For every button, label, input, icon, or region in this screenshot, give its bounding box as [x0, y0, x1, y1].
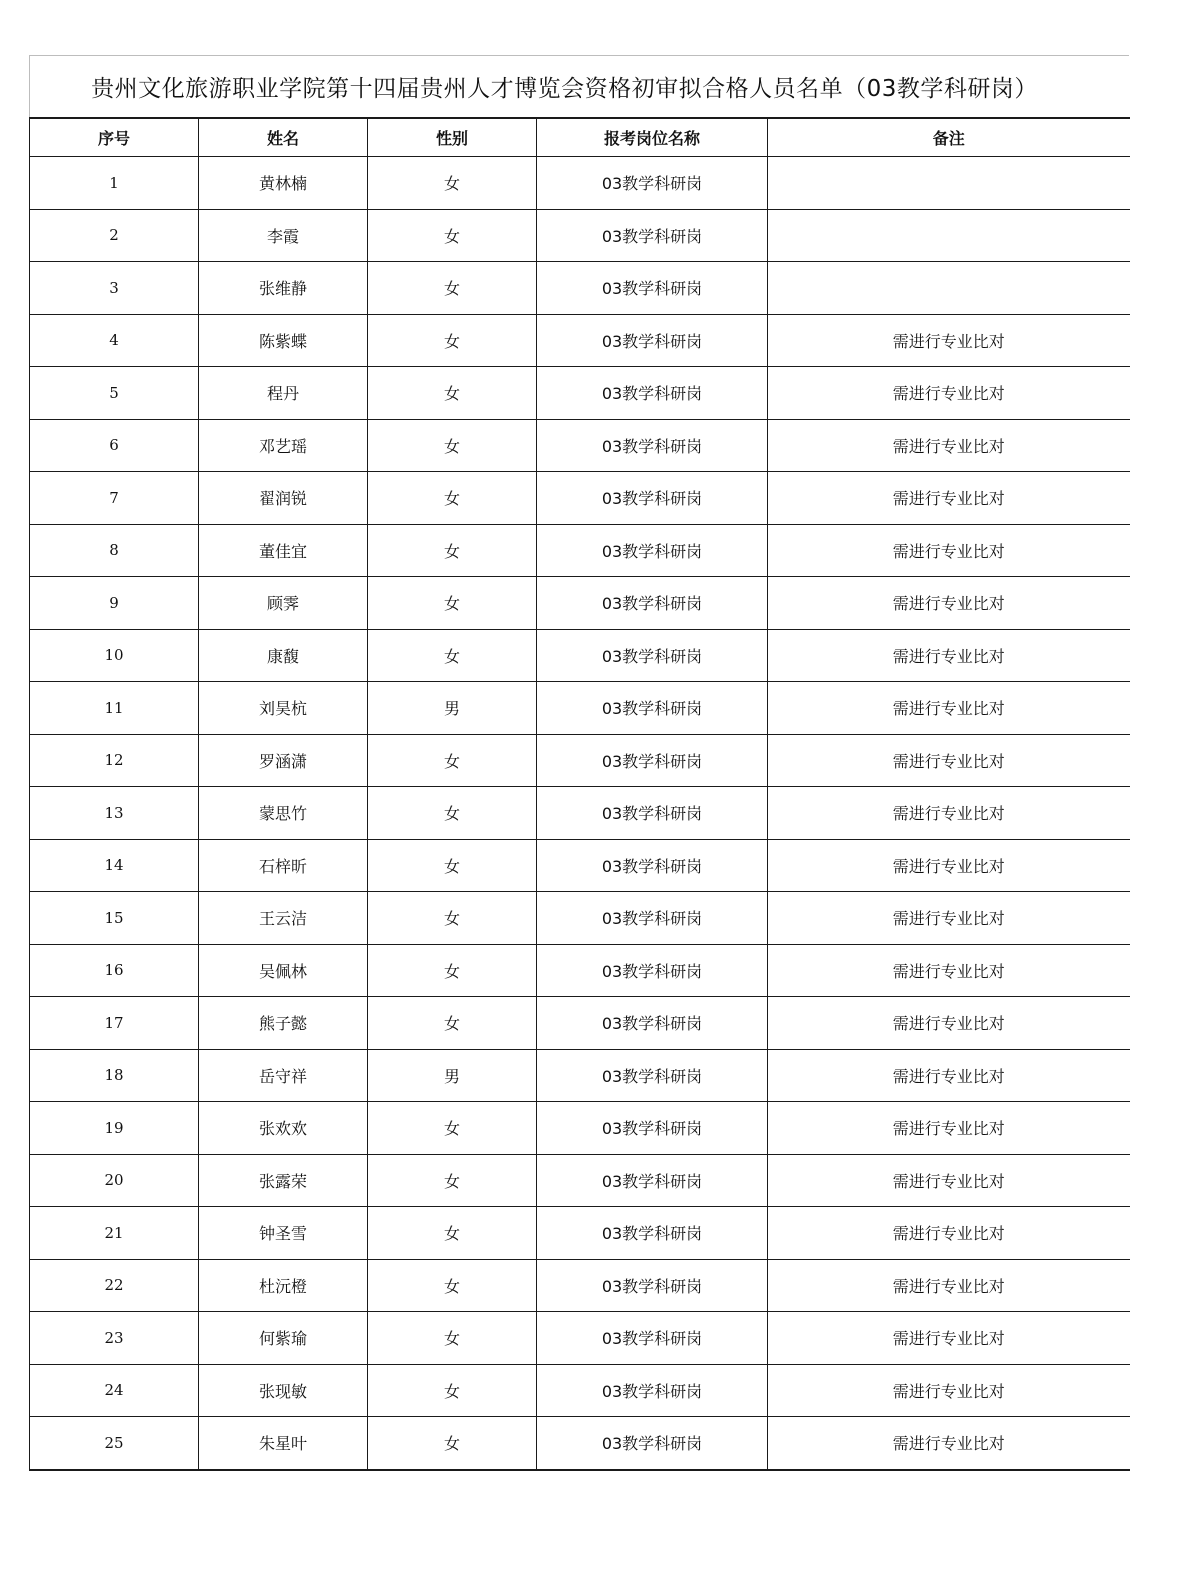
- cell-name: 张欢欢: [199, 1102, 368, 1155]
- cell-note: [768, 262, 1130, 315]
- cell-post: 03教学科研岗: [537, 1259, 768, 1312]
- table-header: [30, 118, 1130, 157]
- table-row: [30, 1364, 1130, 1417]
- cell-name: 翟润锐: [199, 472, 368, 525]
- header-note: 备注: [768, 118, 1130, 157]
- cell-note: 需进行专业比对: [768, 787, 1130, 840]
- cell-serial-number: 8: [30, 524, 199, 577]
- table-row: [30, 997, 1130, 1050]
- cell-note: 需进行专业比对: [768, 1049, 1130, 1102]
- cell-gender: 女: [368, 1364, 537, 1417]
- cell-note: 需进行专业比对: [768, 1102, 1130, 1155]
- cell-gender: 女: [368, 629, 537, 682]
- cell-serial-number: 16: [30, 944, 199, 997]
- cell-note: [768, 157, 1130, 210]
- header-post: 报考岗位名称: [537, 118, 768, 157]
- cell-serial-number: 7: [30, 472, 199, 525]
- cell-name: 王云洁: [199, 892, 368, 945]
- cell-note: 需进行专业比对: [768, 1364, 1130, 1417]
- cell-gender: 女: [368, 314, 537, 367]
- cell-serial-number: 6: [30, 419, 199, 472]
- cell-serial-number: 1: [30, 157, 199, 210]
- cell-name: 顾霁: [199, 577, 368, 630]
- cell-note: 需进行专业比对: [768, 944, 1130, 997]
- cell-post: 03教学科研岗: [537, 892, 768, 945]
- candidate-table: [29, 117, 1130, 1471]
- table-row: [30, 157, 1130, 210]
- cell-gender: 女: [368, 787, 537, 840]
- cell-serial-number: 14: [30, 839, 199, 892]
- document-sheet: [29, 55, 1129, 1471]
- cell-serial-number: 15: [30, 892, 199, 945]
- cell-name: 张现敏: [199, 1364, 368, 1417]
- cell-gender: 女: [368, 1207, 537, 1260]
- cell-note: 需进行专业比对: [768, 734, 1130, 787]
- cell-post: 03教学科研岗: [537, 472, 768, 525]
- cell-serial-number: 21: [30, 1207, 199, 1260]
- cell-gender: 男: [368, 1049, 537, 1102]
- cell-serial-number: 19: [30, 1102, 199, 1155]
- cell-serial-number: 11: [30, 682, 199, 735]
- cell-post: 03教学科研岗: [537, 997, 768, 1050]
- cell-note: 需进行专业比对: [768, 997, 1130, 1050]
- cell-note: 需进行专业比对: [768, 367, 1130, 420]
- cell-post: 03教学科研岗: [537, 629, 768, 682]
- cell-post: 03教学科研岗: [537, 1049, 768, 1102]
- cell-gender: 女: [368, 1417, 537, 1470]
- cell-note: 需进行专业比对: [768, 892, 1130, 945]
- cell-name: 陈紫蝶: [199, 314, 368, 367]
- table-row: [30, 1207, 1130, 1260]
- cell-gender: 男: [368, 682, 537, 735]
- header-name: 姓名: [199, 118, 368, 157]
- cell-name: 朱星叶: [199, 1417, 368, 1470]
- cell-gender: 女: [368, 367, 537, 420]
- cell-name: 刘昊杭: [199, 682, 368, 735]
- cell-gender: 女: [368, 944, 537, 997]
- cell-gender: 女: [368, 892, 537, 945]
- table-row: [30, 839, 1130, 892]
- cell-name: 李霞: [199, 209, 368, 262]
- cell-name: 岳守祥: [199, 1049, 368, 1102]
- cell-gender: 女: [368, 734, 537, 787]
- cell-name: 张维静: [199, 262, 368, 315]
- table-row: [30, 734, 1130, 787]
- cell-serial-number: 20: [30, 1154, 199, 1207]
- cell-post: 03教学科研岗: [537, 314, 768, 367]
- cell-name: 熊子懿: [199, 997, 368, 1050]
- cell-note: 需进行专业比对: [768, 1154, 1130, 1207]
- cell-serial-number: 10: [30, 629, 199, 682]
- cell-serial-number: 17: [30, 997, 199, 1050]
- table-row: [30, 944, 1130, 997]
- cell-gender: 女: [368, 1154, 537, 1207]
- cell-gender: 女: [368, 997, 537, 1050]
- cell-serial-number: 4: [30, 314, 199, 367]
- cell-gender: 女: [368, 209, 537, 262]
- cell-serial-number: 13: [30, 787, 199, 840]
- cell-post: 03教学科研岗: [537, 1154, 768, 1207]
- cell-post: 03教学科研岗: [537, 839, 768, 892]
- cell-serial-number: 9: [30, 577, 199, 630]
- table-row: [30, 367, 1130, 420]
- cell-post: 03教学科研岗: [537, 262, 768, 315]
- cell-post: 03教学科研岗: [537, 209, 768, 262]
- table-row: [30, 577, 1130, 630]
- table-row: [30, 262, 1130, 315]
- cell-gender: 女: [368, 419, 537, 472]
- cell-note: 需进行专业比对: [768, 682, 1130, 735]
- cell-name: 程丹: [199, 367, 368, 420]
- cell-serial-number: 18: [30, 1049, 199, 1102]
- cell-name: 吴佩林: [199, 944, 368, 997]
- cell-name: 钟圣雪: [199, 1207, 368, 1260]
- cell-post: 03教学科研岗: [537, 524, 768, 577]
- cell-name: 何紫瑜: [199, 1312, 368, 1365]
- table-row: [30, 472, 1130, 525]
- cell-name: 罗涵潇: [199, 734, 368, 787]
- table-row: [30, 419, 1130, 472]
- table-row: [30, 1259, 1130, 1312]
- cell-post: 03教学科研岗: [537, 944, 768, 997]
- cell-note: 需进行专业比对: [768, 839, 1130, 892]
- table-row: [30, 629, 1130, 682]
- cell-note: 需进行专业比对: [768, 419, 1130, 472]
- table-row: [30, 1417, 1130, 1470]
- table-row: [30, 892, 1130, 945]
- table-row: [30, 314, 1130, 367]
- cell-post: 03教学科研岗: [537, 682, 768, 735]
- cell-note: 需进行专业比对: [768, 629, 1130, 682]
- cell-gender: 女: [368, 1312, 537, 1365]
- cell-name: 康馥: [199, 629, 368, 682]
- cell-gender: 女: [368, 1259, 537, 1312]
- cell-name: 邓艺瑶: [199, 419, 368, 472]
- cell-name: 杜沅橙: [199, 1259, 368, 1312]
- cell-note: 需进行专业比对: [768, 577, 1130, 630]
- cell-post: 03教学科研岗: [537, 1312, 768, 1365]
- cell-post: 03教学科研岗: [537, 787, 768, 840]
- cell-gender: 女: [368, 262, 537, 315]
- cell-serial-number: 25: [30, 1417, 199, 1470]
- cell-serial-number: 12: [30, 734, 199, 787]
- cell-name: 董佳宜: [199, 524, 368, 577]
- cell-note: 需进行专业比对: [768, 524, 1130, 577]
- cell-name: 蒙思竹: [199, 787, 368, 840]
- cell-post: 03教学科研岗: [537, 1207, 768, 1260]
- cell-gender: 女: [368, 577, 537, 630]
- table-row: [30, 524, 1130, 577]
- cell-serial-number: 23: [30, 1312, 199, 1365]
- cell-serial-number: 22: [30, 1259, 199, 1312]
- cell-note: 需进行专业比对: [768, 1259, 1130, 1312]
- cell-post: 03教学科研岗: [537, 1364, 768, 1417]
- cell-gender: 女: [368, 1102, 537, 1155]
- cell-post: 03教学科研岗: [537, 577, 768, 630]
- table-row: [30, 682, 1130, 735]
- cell-name: 张露荣: [199, 1154, 368, 1207]
- cell-note: 需进行专业比对: [768, 472, 1130, 525]
- cell-serial-number: 2: [30, 209, 199, 262]
- table-row: [30, 209, 1130, 262]
- cell-note: 需进行专业比对: [768, 1417, 1130, 1470]
- cell-gender: 女: [368, 839, 537, 892]
- cell-note: 需进行专业比对: [768, 314, 1130, 367]
- cell-post: 03教学科研岗: [537, 1417, 768, 1470]
- header-serial-number: 序号: [30, 118, 199, 157]
- cell-name: 石梓昕: [199, 839, 368, 892]
- header-gender: 性别: [368, 118, 537, 157]
- cell-post: 03教学科研岗: [537, 1102, 768, 1155]
- cell-post: 03教学科研岗: [537, 367, 768, 420]
- cell-gender: 女: [368, 472, 537, 525]
- table-body: [30, 157, 1130, 1470]
- table-row: [30, 1049, 1130, 1102]
- table-row: [30, 1154, 1130, 1207]
- cell-gender: 女: [368, 157, 537, 210]
- cell-post: 03教学科研岗: [537, 734, 768, 787]
- cell-serial-number: 5: [30, 367, 199, 420]
- cell-serial-number: 24: [30, 1364, 199, 1417]
- table-row: [30, 1102, 1130, 1155]
- cell-note: 需进行专业比对: [768, 1207, 1130, 1260]
- cell-serial-number: 3: [30, 262, 199, 315]
- table-row: [30, 1312, 1130, 1365]
- cell-note: [768, 209, 1130, 262]
- document-title: 贵州文化旅游职业学院第十四届贵州人才博览会资格初审拟合格人员名单（03教学科研岗）: [91, 76, 1038, 102]
- cell-gender: 女: [368, 524, 537, 577]
- cell-name: 黄林楠: [199, 157, 368, 210]
- cell-post: 03教学科研岗: [537, 419, 768, 472]
- cell-post: 03教学科研岗: [537, 157, 768, 210]
- table-row: [30, 787, 1130, 840]
- title-bar: [29, 55, 1129, 117]
- header-row: [30, 118, 1130, 157]
- cell-note: 需进行专业比对: [768, 1312, 1130, 1365]
